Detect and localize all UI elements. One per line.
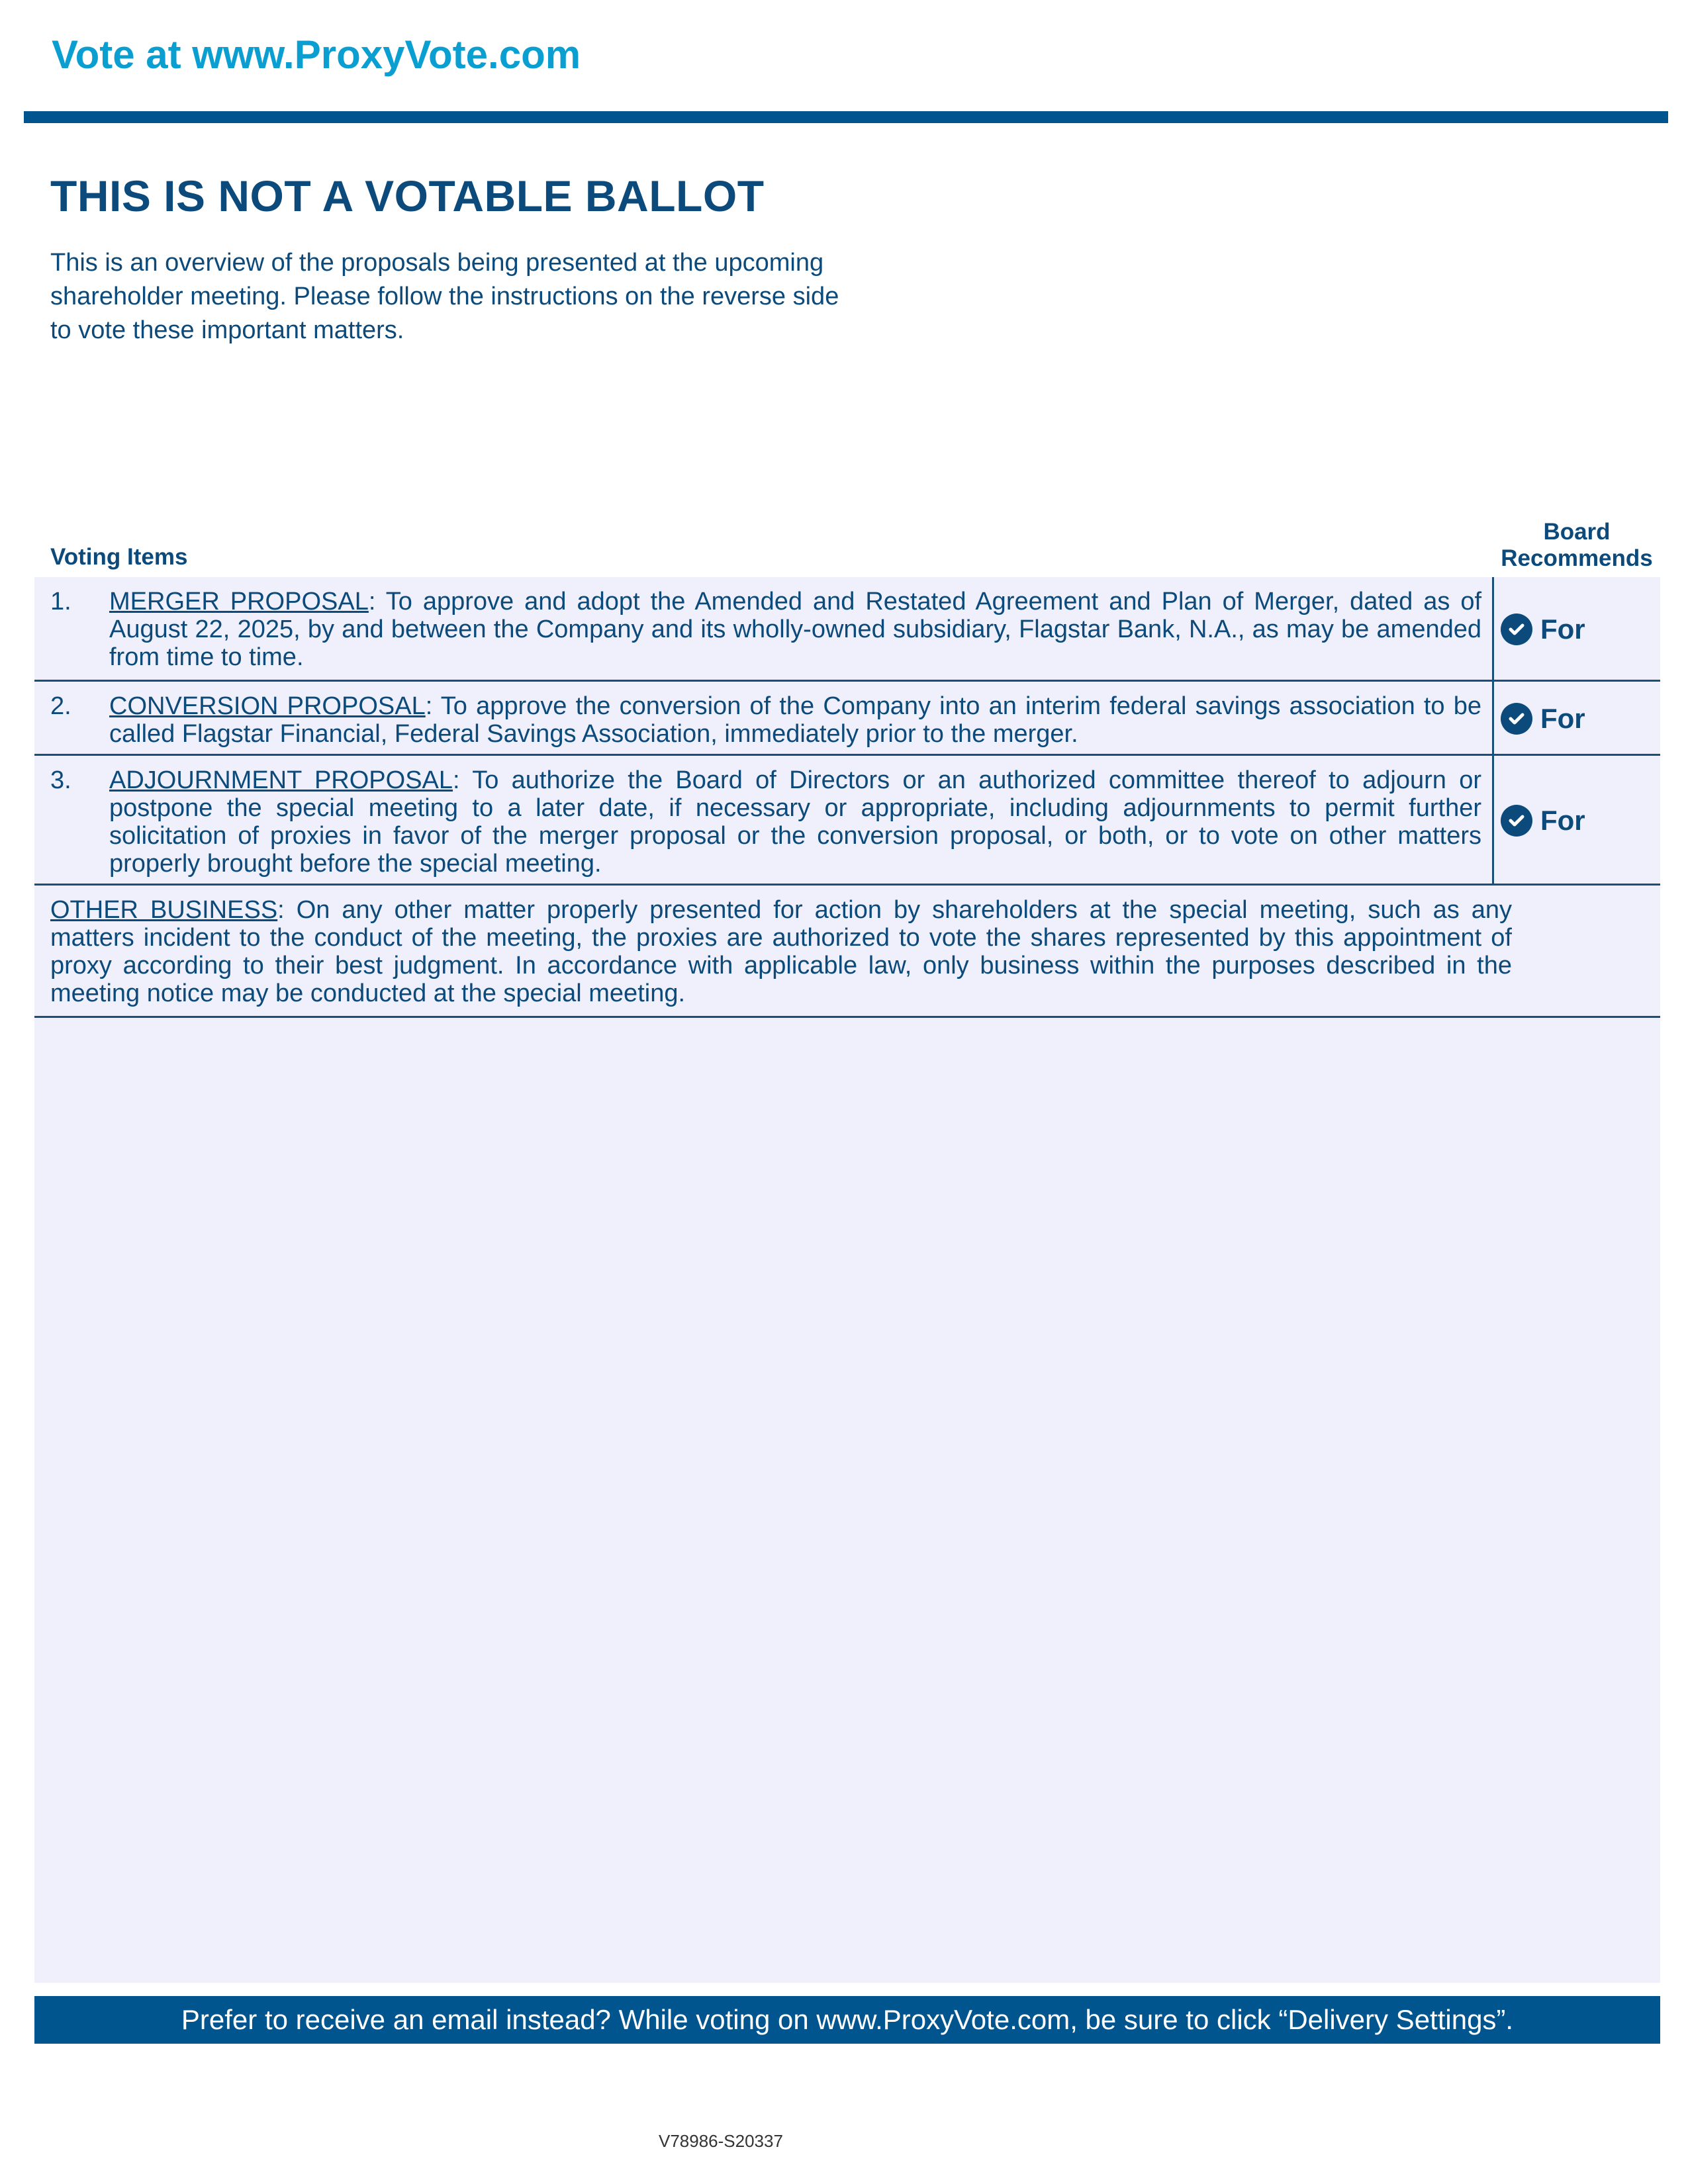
- item-text: : To approve the conversion of the Company into an interim federal savings association to be called Flagstar Financial, Federal Savings Association, immediately prior to the merger.: [109, 692, 1481, 748]
- column-header-voting-items: Voting Items: [50, 544, 188, 570]
- checkmark-circle-icon: [1501, 703, 1532, 735]
- page-title: THIS IS NOT A VOTABLE BALLOT: [50, 171, 765, 220]
- item-description: [109, 692, 1481, 748]
- item-description: [109, 766, 1481, 878]
- other-business-text: [50, 896, 1512, 1007]
- board-recommendation: [1501, 703, 1585, 735]
- item-description: [109, 588, 1481, 671]
- proxyvote-link[interactable]: Vote at www.ProxyVote.com: [52, 32, 581, 77]
- voting-item-conversion: [34, 682, 1660, 756]
- item-text-cell: [34, 577, 1494, 680]
- column-header-board-recommends: [1491, 519, 1663, 572]
- header-divider: [24, 111, 1668, 123]
- email-delivery-text: Prefer to receive an email instead? While voting on www.ProxyVote.com, be sure to click “Delivery Settings”.: [181, 2004, 1514, 2035]
- other-business-description: : On any other matter properly presented for action by shareholders at the special meeting, such as any matters incident to the conduct of the meeting, the proxies are authorized to vote the shares represented by this appointment of proxy according to their best judgment. In accordance with applicable law, only business within the purposes described in the meeting notice may be conducted at the special meeting.: [50, 896, 1512, 1007]
- voting-item-adjournment: [34, 756, 1660, 886]
- document-code: V78986-S20337: [659, 2131, 783, 2151]
- recommends-label: Recommends: [1501, 545, 1653, 571]
- item-title: ADJOURNMENT PROPOSAL: [109, 766, 453, 794]
- board-label: Board: [1543, 519, 1611, 545]
- recommendation-label: For: [1540, 703, 1585, 734]
- email-delivery-banner: [34, 1996, 1660, 2044]
- other-business-title: OTHER BUSINESS: [50, 896, 278, 924]
- recommendation-label: For: [1540, 805, 1585, 836]
- intro-paragraph: This is an overview of the proposals being presented at the upcoming shareholder meeting. Please follow the instructions on the reverse side to vote these important matters.: [50, 249, 839, 344]
- item-text: : To approve and adopt the Amended and Restated Agreement and Plan of Merger, dated as of August 22, 2025, by and between the Company and its wholly-owned subsidiary, Flagstar Bank, N.A., as may be amended from time to time.: [109, 588, 1482, 671]
- item-title: MERGER PROPOSAL: [109, 588, 369, 615]
- item-text-cell: [34, 682, 1494, 754]
- other-business-row: [34, 886, 1660, 1018]
- checkmark-circle-icon: [1501, 614, 1532, 645]
- checkmark-circle-icon: [1501, 805, 1532, 837]
- board-recommendation: [1501, 614, 1585, 645]
- item-text-cell: [34, 756, 1494, 884]
- item-number: 3.: [50, 766, 71, 794]
- recommendation-label: For: [1540, 614, 1585, 645]
- board-recommendation: [1501, 805, 1585, 837]
- voting-item-merger: [34, 577, 1660, 682]
- item-title: CONVERSION PROPOSAL: [109, 692, 426, 720]
- item-number: 2.: [50, 692, 71, 720]
- item-number: 1.: [50, 588, 71, 615]
- item-text: : To authorize the Board of Directors or an authorized committee thereof to adjourn or postpone the special meeting to a later date, if necessary or appropriate, including adjournments to permit further solicitation of proxies in favor of the merger proposal or the conversion proposal, or both, or to vote on other matters properly brought before the special meeting.: [109, 766, 1481, 878]
